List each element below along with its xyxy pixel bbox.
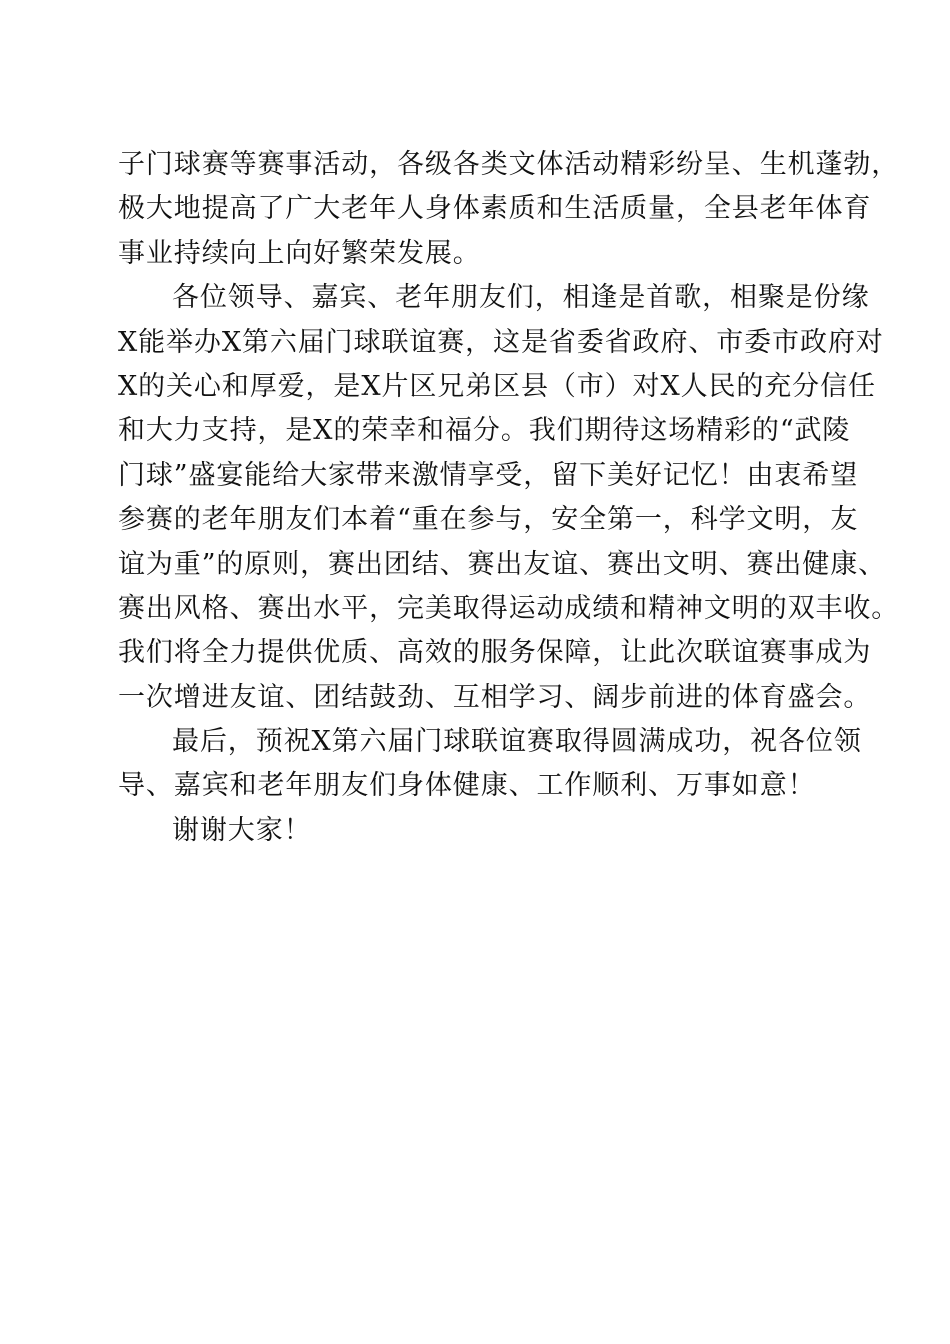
paragraph [118, 143, 900, 276]
text-line: 极大地提高了广大老年人身体素质和生活质量，全县老年体育 [118, 193, 872, 225]
text-line: 事业持续向上向好繁荣发展。 [118, 237, 481, 269]
text-line: 我们将全力提供优质、高效的服务保障，让此次联谊赛事成为 [118, 637, 872, 669]
paragraph [118, 809, 838, 853]
text-line: X的关心和厚爱，是X片区兄弟区县（市）对X人民的充分信任 [118, 370, 876, 402]
paragraph [118, 720, 862, 809]
text-line: 谢谢大家！ [172, 814, 312, 846]
text-line: 和大力支持，是X的荣幸和福分。我们期待这场精彩的“武陵 [118, 415, 851, 447]
text-line: 参赛的老年朋友们本着“重在参与，安全第一，科学文明，友 [118, 504, 859, 536]
text-line: 子门球赛等赛事活动，各级各类文体活动精彩纷呈、生机蓬勃， [118, 149, 900, 180]
text-line: 谊为重”的原则，赛出团结、赛出友谊、赛出文明、赛出健康、 [118, 548, 887, 580]
text-line: 门球”盛宴能给大家带来激情享受，留下美好记忆！由衷希望 [118, 459, 859, 491]
text-line: 导、嘉宾和老年朋友们身体健康、工作顺利、万事如意！ [118, 770, 816, 802]
text-line: 各位领导、嘉宾、老年朋友们，相逢是首歌，相聚是份缘 [172, 282, 870, 314]
text-line: 一次增进友谊、团结鼓劲、互相学习、阔步前进的体育盛会。 [118, 681, 872, 713]
text-line: 最后，预祝X第六届门球联谊赛取得圆满成功，祝各位领 [172, 726, 862, 758]
text-line: 赛出风格、赛出水平，完美取得运动成绩和精神文明的双丰收。 [118, 592, 900, 624]
document-body [118, 143, 900, 853]
paragraph [118, 276, 900, 720]
text-line: X能举办X第六届门球联谊赛，这是省委省政府、市委市政府对 [118, 326, 884, 358]
